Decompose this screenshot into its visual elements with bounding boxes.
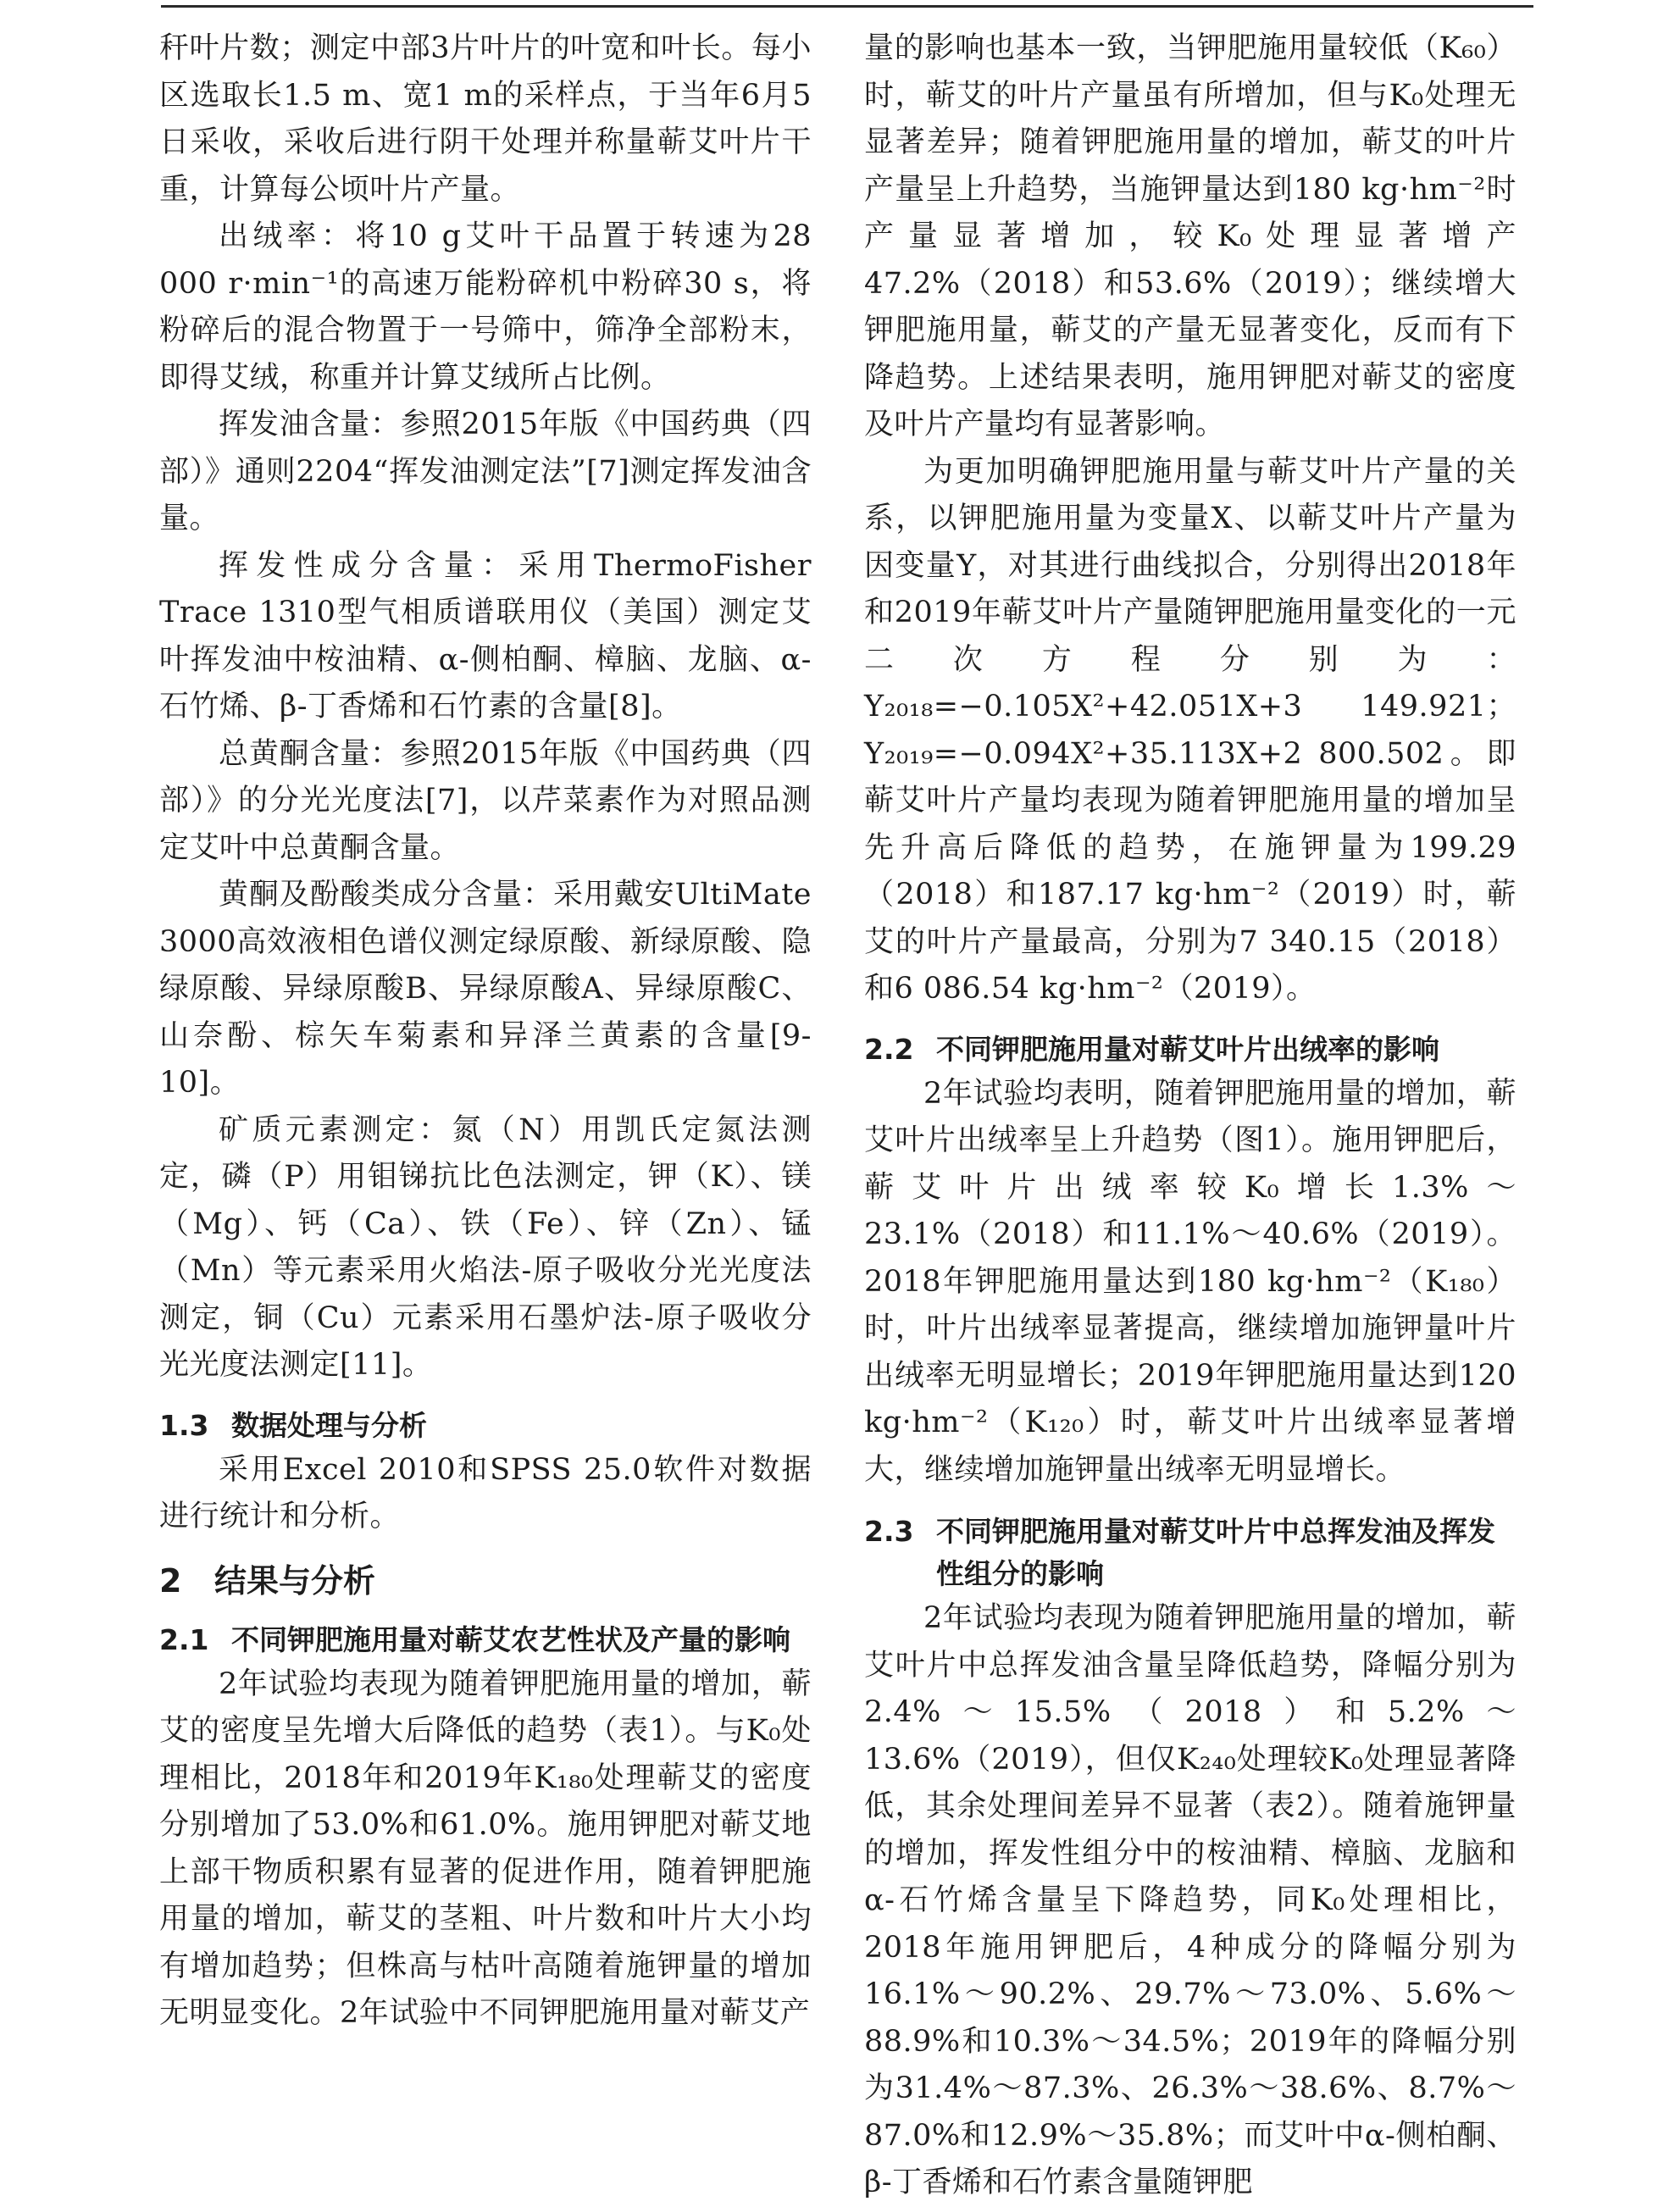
- section-heading: [864, 1029, 1516, 1071]
- paragraph: 为更加明确钾肥施用量与蕲艾叶片产量的关系，以钾肥施用量为变量X、以蕲艾叶片产量为因变量Y，对其进行曲线拟合，分别得出2018年和2019年蕲艾叶片产量随钾肥施用量变化的一元二次方程分别为：Y₂₀₁₈=−0.105X²+42.051X+3 149.921；Y₂₀₁₉=−0.094X²+35.113X+2 800.502。即蕲艾叶片产量均表现为随着钾肥施用量的增加呈先升高后降低的趋势，在施钾量为199.29（2018）和187.17 kg·hm⁻²（2019）时，蕲艾的叶片产量最高，分别为7 340.15（2018）和6 086.54 kg·hm⁻²（2019）。: [864, 454, 1516, 1006]
- paragraph: 2年试验均表现为随着钾肥施用量的增加，蕲艾叶片中总挥发油含量呈降低趋势，降幅分别为2.4%～15.5%（2018）和5.2%～13.6%（2019），但仅K₂₄₀处理较K₀处理显著降低，其余处理间差异不显著（表2）。随着施钾量的增加，挥发性组分中的桉油精、樟脑、龙脑和α-石竹烯含量呈下降趋势，同K₀处理相比，2018年施用钾肥后，4种成分的降幅分别为16.1%～90.2%、29.7%～73.0%、5.6%～88.9%和10.3%～34.5%；2019年的降幅分别为31.4%～87.3%、26.3%～38.6%、8.7%～87.0%和12.9%～35.8%；而艾叶中α-侧柏酮、β-丁香烯和石竹素含量随钾肥: [864, 1601, 1516, 2199]
- section-number: 2.1: [159, 1622, 209, 1656]
- paragraph: 2年试验均表现为随着钾肥施用量的增加，蕲艾的密度呈先增大后降低的趋势（表1）。与K₀处理相比，2018年和2019年K₁₈₀处理蕲艾的密度分别增加了53.0%和61.0%。施用钾肥对蕲艾地上部干物质积累有显著的促进作用，随着钾肥施用量的增加，蕲艾的茎粗、叶片数和叶片大小均有增加趋势；但株高与枯叶高随着施钾量的增加无明显变化。2年试验中不同钾肥施用量对蕲艾产: [159, 1666, 812, 2030]
- section-heading: [159, 1619, 812, 1661]
- section-heading: [159, 1560, 812, 1602]
- paragraph: 2年试验均表明，随着钾肥施用量的增加，蕲艾叶片出绒率呈上升趋势（图1）。施用钾肥后，蕲艾叶片出绒率较K₀增长1.3%～23.1%（2018）和11.1%～40.6%（2019）。2018年钾肥施用量达到180 kg·hm⁻²（K₁₈₀）时，叶片出绒率显著提高，继续增加施钾量叶片出绒率无明显增长；2019年钾肥施用量达到120 kg·hm⁻²（K₁₂₀）时，蕲艾叶片出绒率显著增大，继续增加施钾量出绒率无明显增长。: [864, 1076, 1516, 1487]
- paragraph: 挥发油含量：参照2015年版《中国药典（四部）》通则2204“挥发油测定法”[7]测定挥发油含量。: [159, 408, 812, 535]
- section-number: 2.2: [864, 1032, 914, 1066]
- section-number: 2: [159, 1561, 182, 1600]
- paragraph: 总黄酮含量：参照2015年版《中国药典（四部）》的分光光度法[7]，以芹菜素作为对照品测定艾叶中总黄酮含量。: [159, 736, 812, 865]
- paragraph: 挥发性成分含量：采用ThermoFisher Trace 1310型气相质谱联用仪（美国）测定艾叶挥发油中桉油精、α-侧柏酮、樟脑、龙脑、α-石竹烯、β-丁香烯和石竹素的含量[8]。: [159, 548, 812, 724]
- section-heading: [159, 1405, 812, 1447]
- paragraph: 秆叶片数；测定中部3片叶片的叶宽和叶长。每小区选取长1.5 m、宽1 m的采样点，于当年6月5日采收，采收后进行阴干处理并称量蕲艾叶片干重，计算每公顷叶片产量。: [159, 31, 812, 207]
- section-title: 不同钾肥施用量对蕲艾叶片中总挥发油及挥发性组分的影响: [936, 1515, 1495, 1590]
- section-heading: [864, 1511, 1516, 1595]
- section-number: 1.3: [159, 1408, 209, 1442]
- paragraph: 量的影响也基本一致，当钾肥施用量较低（K₆₀）时，蕲艾的叶片产量虽有所增加，但与K₀处理无显著差异；随着钾肥施用量的增加，蕲艾的叶片产量呈上升趋势，当施钾量达到180 kg·hm⁻²时产量显著增加，较K₀处理显著增产47.2%（2018）和53.6%（2019）；继续增大钾肥施用量，蕲艾的产量无显著变化，反而有下降趋势。上述结果表明，施用钾肥对蕲艾的密度及叶片产量均有显著影响。: [864, 31, 1516, 441]
- section-title: 结果与分析: [214, 1561, 376, 1600]
- section-title: 不同钾肥施用量对蕲艾叶片出绒率的影响: [936, 1032, 1439, 1066]
- paragraph: 黄酮及酚酸类成分含量：采用戴安UltiMate 3000高效液相色谱仪测定绿原酸、新绿原酸、隐绿原酸、异绿原酸B、异绿原酸A、异绿原酸C、山奈酚、棕矢车菊素和异泽兰黄素的含量[9-10]。: [159, 878, 812, 1100]
- right-column: [864, 25, 1516, 2207]
- left-column: [159, 25, 812, 2038]
- paragraph: 出绒率：将10 g艾叶干品置于转速为28 000 r·min⁻¹的高速万能粉碎机中粉碎30 s，将粉碎后的混合物置于一号筛中，筛净全部粉末，即得艾绒，称重并计算艾绒所占比例。: [159, 219, 812, 395]
- paragraph: 矿质元素测定：氮（N）用凯氏定氮法测定，磷（P）用钼锑抗比色法测定，钾（K）、镁（Mg）、钙（Ca）、铁（Fe）、锌（Zn）、锰（Mn）等元素采用火焰法-原子吸收分光光度法测定，铜（Cu）元素采用石墨炉法-原子吸收分光光度法测定[11]。: [159, 1112, 812, 1382]
- header-rule: [161, 5, 1533, 8]
- section-title: 数据处理与分析: [231, 1408, 427, 1442]
- section-title: 不同钾肥施用量对蕲艾农艺性状及产量的影响: [231, 1622, 790, 1656]
- paragraph: 采用Excel 2010和SPSS 25.0软件对数据进行统计和分析。: [159, 1452, 812, 1533]
- section-number: 2.3: [864, 1515, 914, 1548]
